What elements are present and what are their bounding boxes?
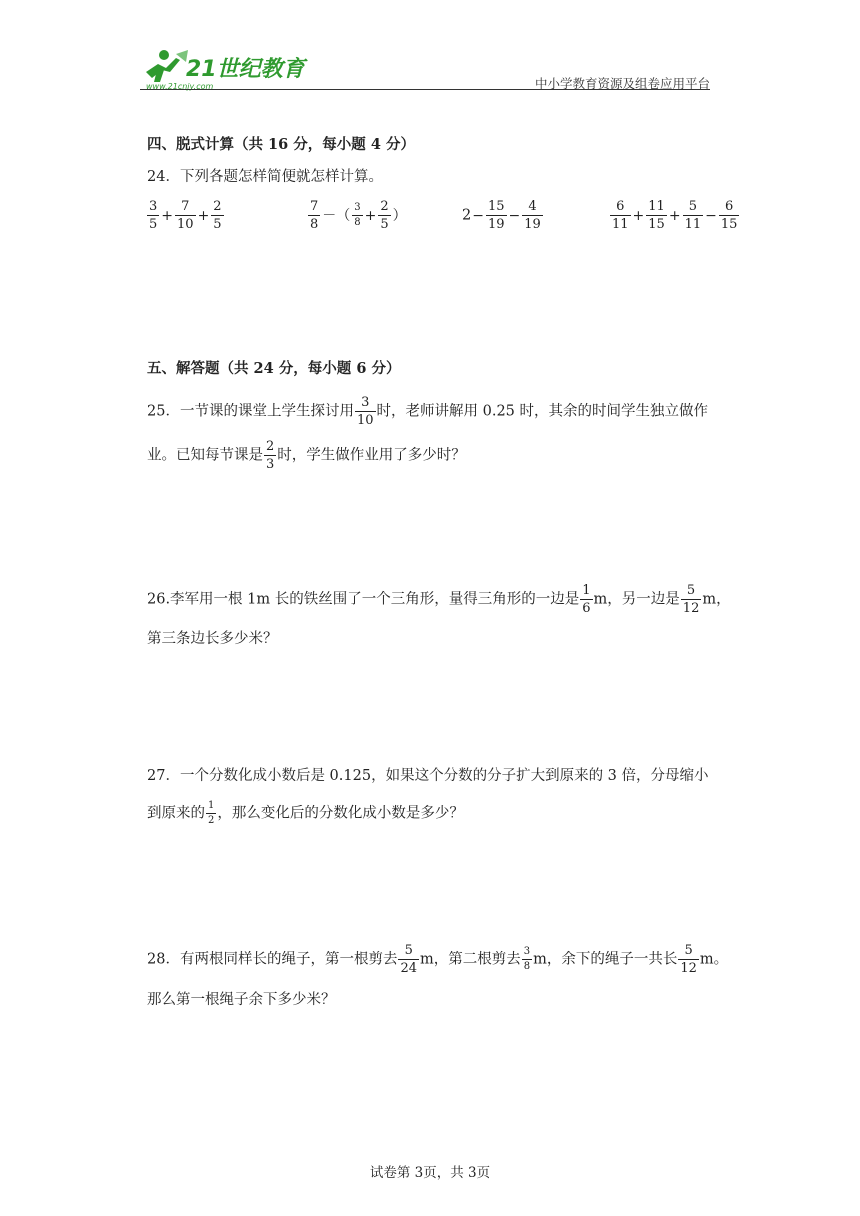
fraction-denominator: 8 <box>310 217 319 232</box>
text-segment: －（ <box>322 207 351 224</box>
text-segment: 到原来的 <box>147 805 205 822</box>
fraction <box>175 200 196 231</box>
fraction-denominator: 6 <box>582 601 591 616</box>
fraction <box>719 200 740 231</box>
fraction-denominator: 12 <box>680 961 697 976</box>
fraction <box>681 584 702 615</box>
page-footer: 试卷第 3页，共 3页 <box>369 1165 491 1181</box>
fraction-numerator: 5 <box>684 943 693 958</box>
text-segment: m，余下的绳子一共长 <box>533 951 678 968</box>
logo-url: www.21cnjy.com <box>146 82 214 91</box>
text-segment: + <box>364 207 377 224</box>
fraction <box>264 440 276 471</box>
expression-3 <box>462 200 544 231</box>
fraction-numerator: 11 <box>648 199 665 214</box>
logo-graphic <box>140 44 310 92</box>
fraction-numerator: 5 <box>686 583 696 598</box>
fraction-numerator: 1 <box>582 583 591 598</box>
fraction-denominator: 8 <box>523 961 531 972</box>
fraction <box>646 200 667 231</box>
question-25-line-2 <box>147 440 466 471</box>
fraction-denominator: 15 <box>648 217 665 232</box>
fraction-denominator: 24 <box>400 961 417 976</box>
fraction <box>206 801 216 826</box>
text-segment: 2 <box>462 207 472 224</box>
fraction <box>522 947 532 972</box>
text-segment: + <box>197 207 210 224</box>
site-logo <box>140 44 310 92</box>
fraction <box>147 200 159 231</box>
expression-2 <box>307 200 408 231</box>
section-5-heading: 五、解答题（共 24 分，每小题 6 分） <box>147 360 401 377</box>
fraction-denominator: 19 <box>487 217 505 232</box>
fraction <box>580 584 592 615</box>
fraction-denominator: 19 <box>524 217 541 232</box>
fraction-numerator: 6 <box>616 199 625 214</box>
fraction-numerator: 2 <box>213 199 222 214</box>
fraction-denominator: 2 <box>208 815 215 826</box>
fraction-numerator: 7 <box>310 199 319 214</box>
fraction-numerator: 4 <box>528 199 537 214</box>
question-28-line-2: 那么第一根绳子余下多少米？ <box>147 992 336 1008</box>
text-segment: + <box>161 207 174 224</box>
text-segment: m，另一边是 <box>593 591 680 608</box>
text-segment: m，第二根剪去 <box>420 951 521 968</box>
fraction-denominator: 10 <box>356 413 374 428</box>
fraction <box>355 396 376 427</box>
question-25-line-1 <box>147 396 708 427</box>
fraction <box>522 200 543 231</box>
text-segment: 28．有两根同样长的绳子，第一根剪去 <box>147 951 398 968</box>
text-segment: m， <box>702 591 731 608</box>
text-segment: + <box>668 207 681 224</box>
fraction <box>398 944 419 975</box>
text-segment: − <box>705 207 717 224</box>
fraction-denominator: 3 <box>266 457 275 472</box>
text-segment: 26.李军用一根 1m 长的铁丝围了一个三角形，量得三角形的一边是 <box>147 591 580 608</box>
fraction-numerator: 15 <box>487 199 505 214</box>
fraction <box>378 200 390 231</box>
text-segment: 时，学生做作业用了多少时？ <box>277 447 466 464</box>
fraction-numerator: 3 <box>361 395 370 410</box>
fraction-numerator: 3 <box>149 199 158 214</box>
fraction <box>678 944 699 975</box>
fraction-numerator: 2 <box>266 439 275 454</box>
question-26-line-1 <box>147 584 731 615</box>
header-divider <box>140 89 710 90</box>
text-segment: 时，老师讲解用 0.25 时，其余的时间学生独立做作 <box>376 403 709 420</box>
fraction-denominator: 5 <box>149 217 158 232</box>
logo-text: 21世纪教育 <box>186 57 305 82</box>
fraction-numerator: 5 <box>404 943 413 958</box>
fraction-numerator: 6 <box>724 199 734 214</box>
fraction-numerator: 7 <box>181 199 190 214</box>
text-segment: ，那么变化后的分数化成小数是多少？ <box>217 805 464 822</box>
text-segment: + <box>632 207 645 224</box>
fraction-denominator: 5 <box>213 217 222 232</box>
fraction-denominator: 11 <box>684 217 702 232</box>
text-segment: ） <box>392 207 407 224</box>
fraction <box>308 200 320 231</box>
question-28-line-1 <box>147 944 728 975</box>
fraction-denominator: 12 <box>682 601 700 616</box>
fraction-denominator: 8 <box>354 217 361 228</box>
fraction-denominator: 11 <box>612 217 629 232</box>
fraction <box>211 200 223 231</box>
text-segment: 25．一节课的课堂上学生探讨用 <box>147 403 354 420</box>
fraction-numerator: 2 <box>380 199 389 214</box>
fraction-denominator: 15 <box>720 217 738 232</box>
header-platform-text: 中小学教育资源及组卷应用平台 <box>534 76 710 91</box>
fraction-numerator: 3 <box>354 202 361 213</box>
fraction <box>683 200 704 231</box>
question-26-line-2: 第三条边长多少米？ <box>147 631 278 647</box>
question-24-text: 24．下列各题怎样简便就怎样计算。 <box>147 169 383 185</box>
text-segment: 业。已知每节课是 <box>147 447 263 464</box>
fraction-denominator: 10 <box>177 217 194 232</box>
fraction <box>610 200 631 231</box>
expression-1 <box>146 200 225 231</box>
text-segment: m。 <box>699 951 729 968</box>
fraction-numerator: 1 <box>208 800 215 811</box>
fraction <box>352 203 362 228</box>
expression-4 <box>609 200 740 231</box>
section-4-heading: 四、脱式计算（共 16 分，每小题 4 分） <box>147 136 415 153</box>
question-27-line-1: 27．一个分数化成小数后是 0.125，如果这个分数的分子扩大到原来的 3 倍，分母缩小 <box>147 768 709 784</box>
question-27-line-2 <box>147 801 464 826</box>
fraction-numerator: 5 <box>688 199 697 214</box>
text-segment: − <box>472 207 484 224</box>
fraction-numerator: 3 <box>523 946 531 957</box>
fraction <box>486 200 507 231</box>
text-segment: − <box>508 207 521 224</box>
fraction-denominator: 5 <box>380 217 389 232</box>
